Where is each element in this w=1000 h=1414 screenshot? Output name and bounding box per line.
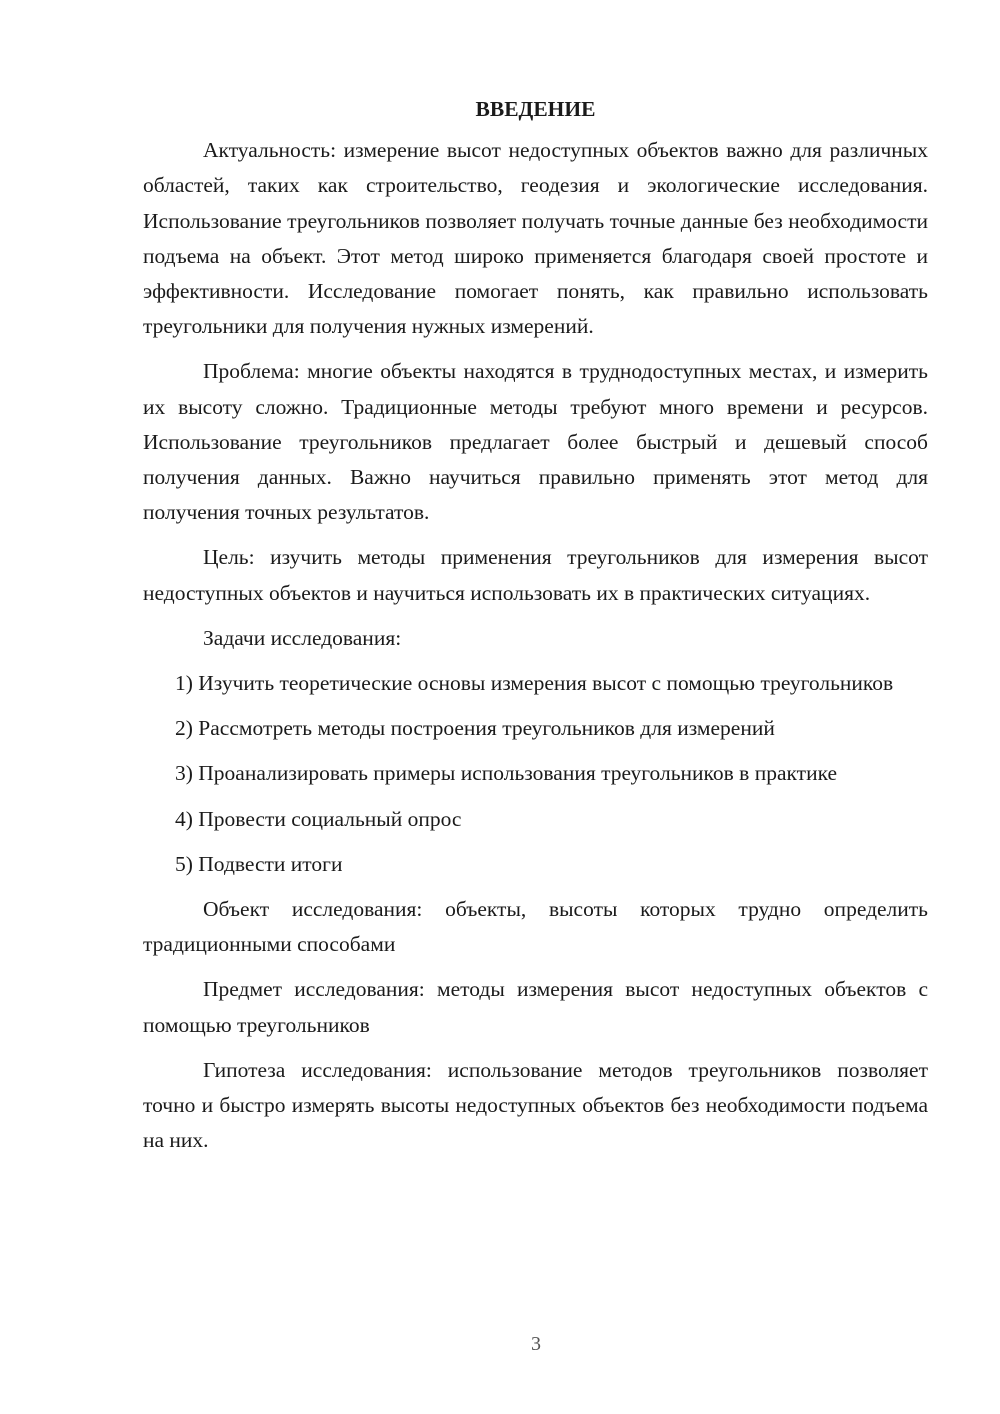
task-item: 5) Подвести итоги	[175, 851, 343, 876]
task-item: 2) Рассмотреть методы построения треугольников для измерений	[175, 716, 775, 741]
task-item: 1) Изучить теоретические основы измерения высот с помощью треугольников	[175, 671, 894, 696]
tasks-heading: Задачи исследования:	[203, 625, 402, 650]
page-title: ВВЕДЕНИЕ	[475, 97, 596, 121]
paragraph-object: Объект исследования: объекты, высоты которых трудно определить традиционными способами	[143, 897, 928, 957]
page-number: 3	[531, 1333, 541, 1355]
paragraph-goal: Цель: изучить методы применения треугольников для измерения высот недоступных объектов и научиться использовать их в практических ситуациях.	[143, 545, 928, 605]
document-page	[143, 92, 928, 1168]
task-item: 3) Проанализировать примеры использования треугольников в практике	[175, 761, 838, 786]
paragraph-hypothesis: Гипотеза исследования: использование методов треугольников позволяет точно и быстро измерять высоты недоступных объектов без необходимости подъема на них.	[143, 1057, 928, 1153]
task-item: 4) Провести социальный опрос	[175, 806, 462, 831]
paragraph-problem: Проблема: многие объекты находятся в труднодоступных местах, и измерить их высоту сложно. Традиционные методы требуют много времени и ресурсов. Использование треугольников предлагает более быстрый и дешевый способ получения данных. Важно научиться правильно применять этот метод для получения точных результатов.	[143, 359, 928, 525]
paragraph-subject: Предмет исследования: методы измерения высот недоступных объектов с помощью треугольников	[143, 977, 928, 1037]
paragraph-relevance: Актуальность: измерение высот недоступных объектов важно для различных областей, таких как строительство, геодезия и экологические исследования. Использование треугольников позволяет получать точные данные без необходимости подъема на объект. Этот метод широко применяется благодаря своей простоте и эффективности. Исследование помогает понять, как правильно использовать треугольники для получения нужных измерений.	[143, 138, 928, 339]
